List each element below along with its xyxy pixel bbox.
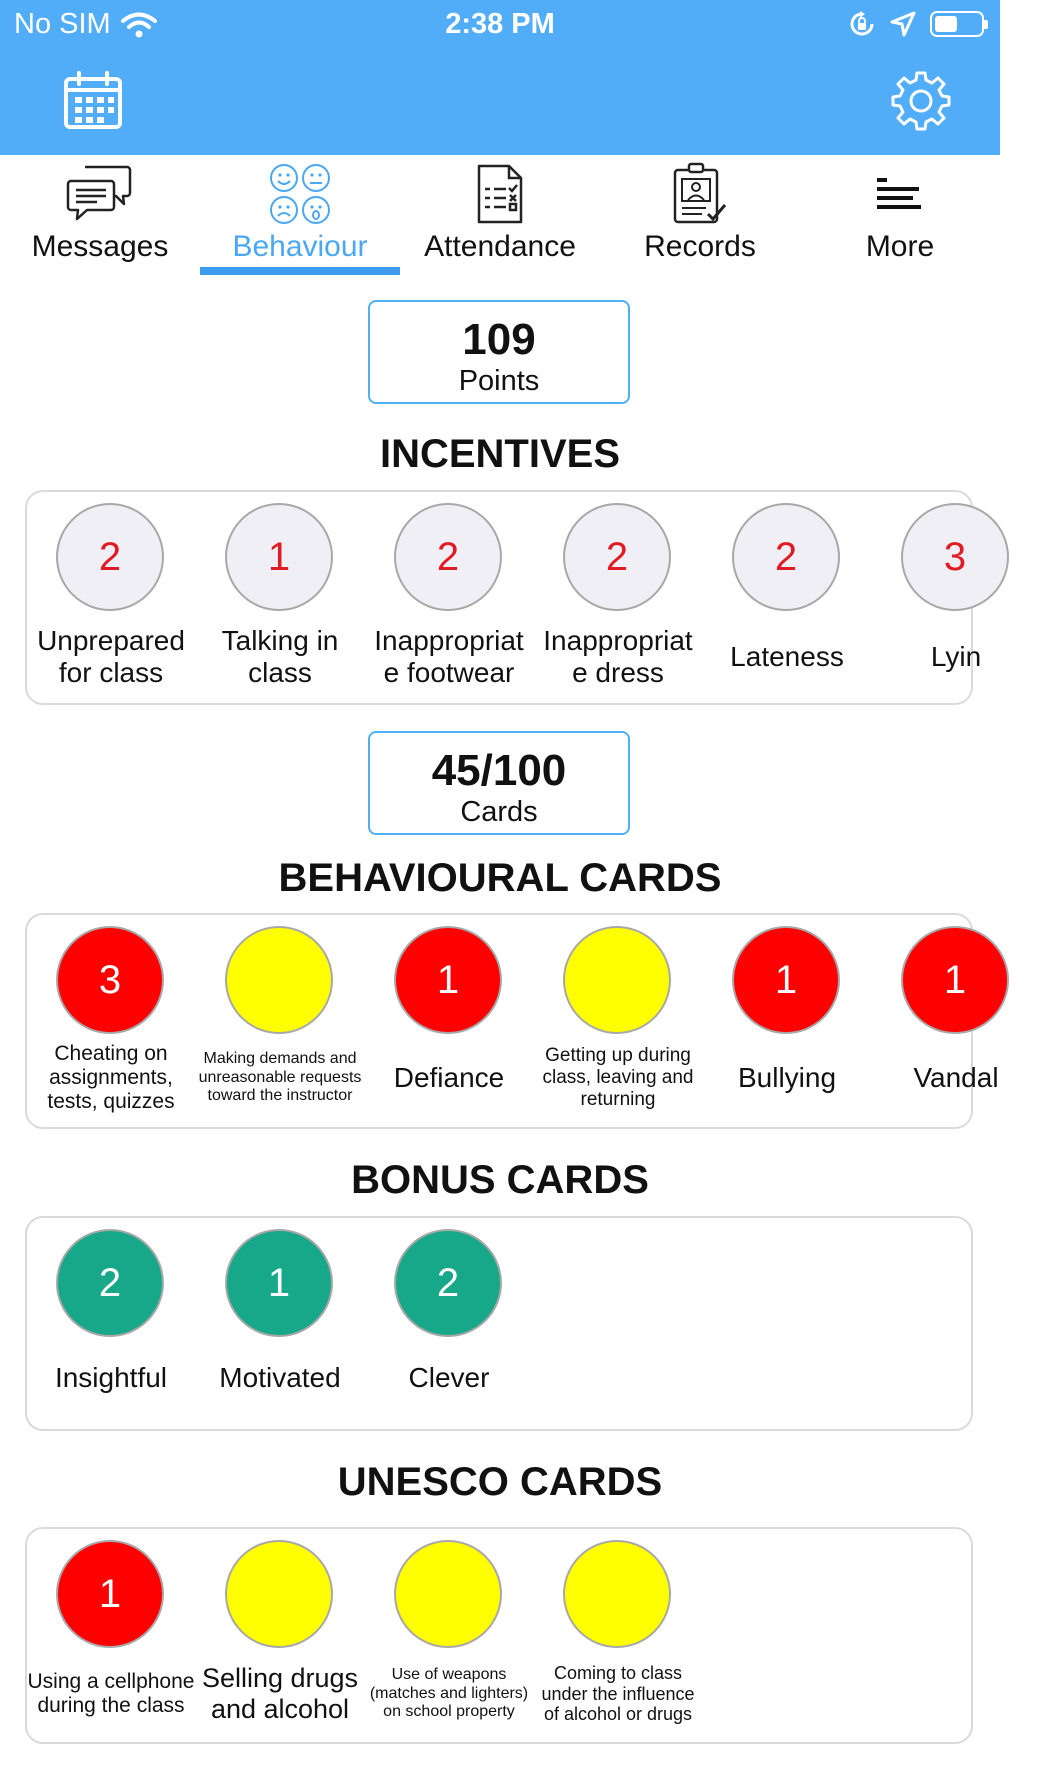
card-count: 1 <box>732 926 840 1034</box>
messages-icon <box>67 163 133 225</box>
app-header <box>0 0 1000 155</box>
incentive-label: Unprepared for class <box>37 624 185 688</box>
points-value: 109 <box>462 315 536 364</box>
card-label: Using a cellphone during the class <box>27 1669 195 1717</box>
incentive-count: 1 <box>225 503 333 611</box>
status-time: 2:38 PM <box>445 8 555 40</box>
incentive-label: Inappropriat e dress <box>543 624 693 688</box>
incentive-count: 3 <box>901 503 1009 611</box>
card-count <box>225 1540 333 1648</box>
card-label: Motivated <box>219 1361 341 1393</box>
tab-more[interactable] <box>800 160 1000 275</box>
tab-behaviour[interactable] <box>200 160 400 275</box>
incentive-label: Lateness <box>730 640 844 672</box>
cards-value: 45/100 <box>431 746 567 795</box>
tab-label: More <box>865 230 935 263</box>
more-list-icon <box>877 177 923 211</box>
tab-messages[interactable] <box>0 160 200 275</box>
card-label: Getting up during class, leaving and returning <box>542 1045 694 1110</box>
incentive-label: Inappropriat e footwear <box>374 624 524 688</box>
card-label: Bullying <box>737 1061 837 1093</box>
orientation-lock-icon <box>848 10 876 38</box>
tab-bar <box>0 160 1000 275</box>
card-label: Use of weapons (matches and lighters) on school property <box>369 1666 529 1721</box>
card-count <box>225 926 333 1034</box>
incentive-label: Lyin <box>930 640 982 672</box>
card-count <box>563 1540 671 1648</box>
incentive-count: 2 <box>732 503 840 611</box>
card-count: 3 <box>56 926 164 1034</box>
points-counter <box>368 300 630 404</box>
card-count: 1 <box>901 926 1009 1034</box>
bonus-cards-title: BONUS CARDS <box>351 1158 649 1202</box>
card-label: Clever <box>408 1361 490 1393</box>
incentives-panel <box>25 490 982 705</box>
status-bar <box>0 0 1000 50</box>
card-label: Selling drugs and alcohol <box>201 1662 359 1724</box>
behavioural-cards-title: BEHAVIOURAL CARDS <box>278 856 722 900</box>
location-arrow-icon <box>890 11 916 37</box>
card-count: 1 <box>225 1229 333 1337</box>
carrier-label: No SIM <box>14 8 111 40</box>
bonus-cards-panel <box>25 1216 973 1431</box>
card-count: 2 <box>56 1229 164 1337</box>
unesco-cards-panel <box>25 1527 973 1744</box>
card-label: Insightful <box>54 1361 168 1393</box>
tab-records[interactable] <box>600 160 800 275</box>
card-label: Cheating on assignments, tests, quizzes <box>47 1041 175 1114</box>
points-unit: Points <box>458 365 540 397</box>
battery-icon <box>930 11 984 37</box>
card-count <box>394 1540 502 1648</box>
tab-label: Behaviour <box>232 230 368 263</box>
tab-label: Messages <box>31 230 169 263</box>
incentive-count: 2 <box>56 503 164 611</box>
attendance-checklist-icon <box>476 163 524 225</box>
incentive-count: 2 <box>563 503 671 611</box>
records-badge-icon <box>672 162 728 226</box>
card-label: Making demands and unreasonable requests toward the instructor <box>198 1050 362 1105</box>
status-right <box>848 10 984 38</box>
card-label: Coming to class under the influence of alcohol or drugs <box>541 1662 695 1725</box>
cards-unit: Cards <box>460 796 538 828</box>
card-count: 1 <box>56 1540 164 1648</box>
unesco-cards-title: UNESCO CARDS <box>337 1460 663 1504</box>
incentive-label: Talking in class <box>221 624 339 688</box>
behavioural-cards-panel <box>25 913 999 1129</box>
card-count: 1 <box>394 926 502 1034</box>
incentive-count: 2 <box>394 503 502 611</box>
settings-gear-icon[interactable] <box>890 70 952 132</box>
card-count <box>563 926 671 1034</box>
tab-label: Attendance <box>424 230 576 263</box>
card-label: Vandal <box>913 1061 999 1093</box>
incentives-title: INCENTIVES <box>379 432 621 476</box>
card-count: 2 <box>394 1229 502 1337</box>
behaviour-faces-icon <box>268 162 332 226</box>
tab-label: Records <box>644 230 756 263</box>
card-label: Defiance <box>393 1061 505 1093</box>
tab-attendance[interactable] <box>400 160 600 275</box>
cards-counter <box>368 731 630 835</box>
calendar-icon[interactable] <box>62 70 124 132</box>
